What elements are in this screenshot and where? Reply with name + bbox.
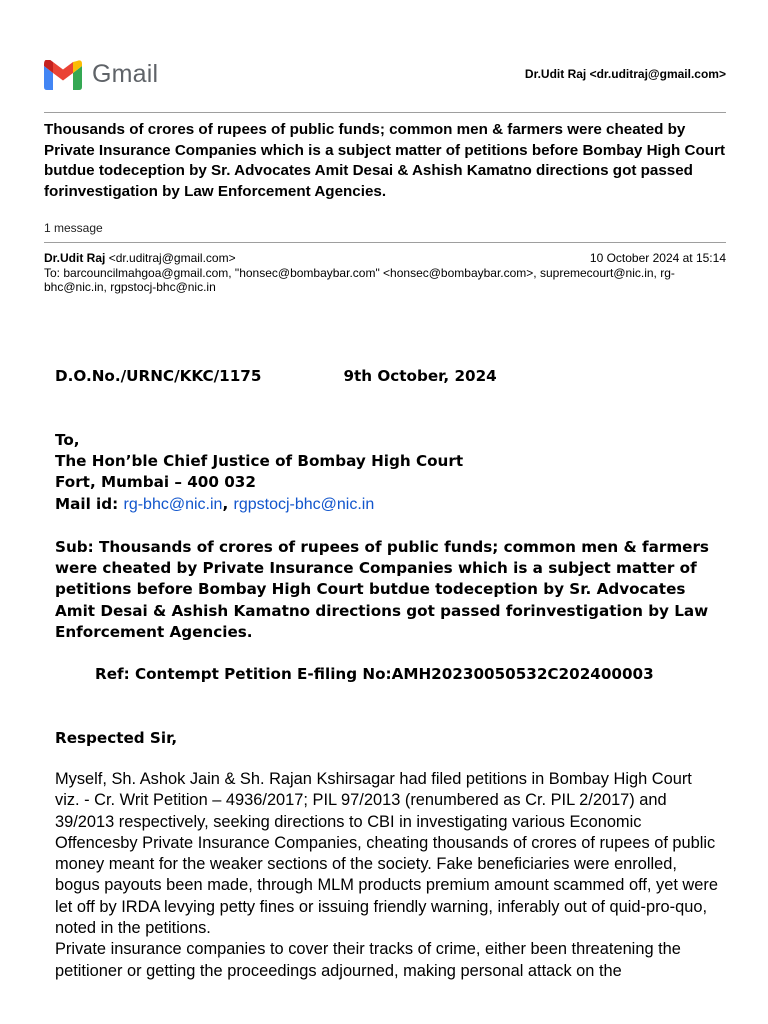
ref-number: D.O.No./URNC/KKC/1175 bbox=[55, 367, 262, 385]
letter-address bbox=[55, 430, 715, 515]
gmail-header bbox=[44, 58, 726, 92]
gmail-logo-text: Gmail bbox=[92, 60, 159, 88]
sender-name: Dr.Udit Raj bbox=[44, 251, 106, 265]
letter-body bbox=[55, 769, 720, 982]
gmail-logo-icon bbox=[44, 60, 82, 90]
letter-reference: Ref: Contempt Petition E-filing No:AMH20230050532C202400003 bbox=[95, 665, 654, 683]
paragraph-1: Myself, Sh. Ashok Jain & Sh. Rajan Kshirsagar had filed petitions in Bombay High Court viz. - Cr. Writ Petition – 4936/2017; PIL 97/2013 (renumbered as Cr. PIL 2/2017) and 39/2013 respectively, seeking directions to CBI in investigating various Economic Offencesby Private Insurance Companies, cheating thousands of crores of rupees of public money meant for the weaker sections of the society. Fake beneficiaries were enrolled, bogus payouts been made, through MLM products premium amount scammed off, yet were let off by IRDA levying petty fines or issuing friendly warning, inferably out of quid-pro-quo, noted in the petitions. bbox=[55, 770, 718, 938]
divider bbox=[44, 112, 726, 113]
letter-ref-line bbox=[55, 366, 715, 387]
mail-link-rg-bhc[interactable]: rg-bhc@nic.in bbox=[123, 495, 223, 513]
account-name: Dr.Udit Raj <dr.uditraj@gmail.com> bbox=[524, 67, 726, 81]
message-count: 1 message bbox=[44, 221, 103, 235]
mail-link-rgpstocj-bhc[interactable]: rgpstocj-bhc@nic.in bbox=[233, 495, 375, 513]
letter-subject: Sub: Thousands of crores of rupees of public funds; common men & farmers were cheated by Private Insurance Companies which is a subject matter of petitions before Bombay High Court butdue todeception by Sr. Advocates Amit Desai & Ashish Kamatno directions got passed forinvestigation by Law Enforcement Agencies. bbox=[55, 538, 709, 641]
message-date: 10 October 2024 at 15:14 bbox=[589, 251, 726, 265]
letter-date: 9th October, 2024 bbox=[343, 367, 497, 385]
recipients: To: barcouncilmahgoa@gmail.com, "honsec@bombaybar.com" <honsec@bombaybar.com>, supremecourt@nic.in, rg-bhc@nic.in, rgpstocj-bhc@nic.in bbox=[44, 265, 675, 294]
address-line: Fort, Mumbai – 400 032 bbox=[55, 473, 256, 492]
mail-label: Mail id: bbox=[55, 494, 124, 513]
addressee: The Hon’ble Chief Justice of Bombay High Court bbox=[55, 452, 464, 471]
divider bbox=[44, 242, 726, 243]
sender-email: <dr.uditraj@gmail.com> bbox=[108, 251, 236, 265]
paragraph-2: Private insurance companies to cover their tracks of crime, either been threatening the petitioner or getting the proceedings adjourned, making personal attack on the bbox=[55, 940, 681, 980]
thread-subject: Thousands of crores of rupees of public funds; common men & farmers were cheated by Private Insurance Companies which is a subject matter of petitions before Bombay High Court butdue todeception by Sr. Advocates Amit Desai & Ashish Kamatno directions got passed forinvestigation by Law Enforcement Agencies. bbox=[44, 121, 726, 200]
salutation: Respected Sir, bbox=[55, 729, 178, 747]
message-header bbox=[44, 251, 726, 295]
mail-separator: , bbox=[222, 494, 234, 513]
mail-line bbox=[55, 494, 715, 515]
to-label: To, bbox=[55, 431, 80, 449]
